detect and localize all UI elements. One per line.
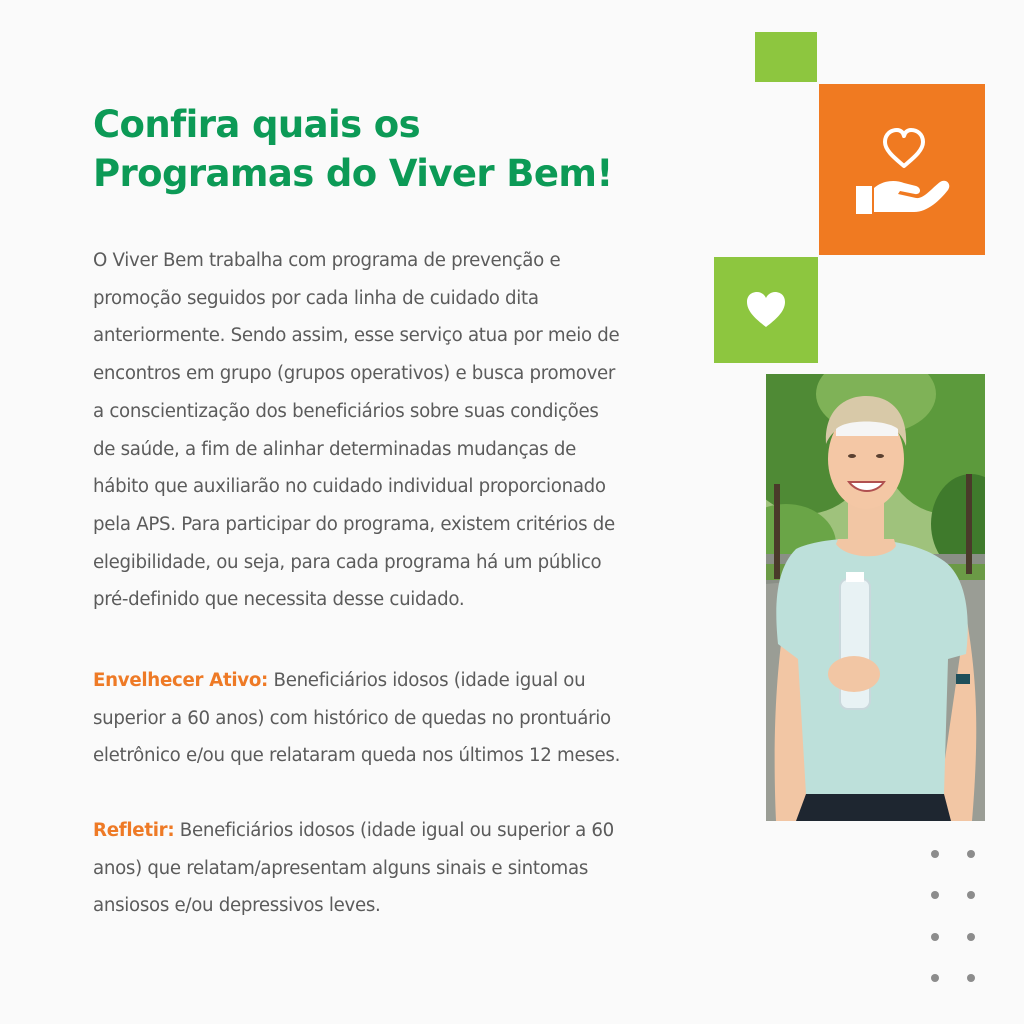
- intro-line: a conscientização dos beneficiários sobre suas condições: [93, 400, 599, 422]
- decor-dot: [931, 933, 939, 941]
- decor-orange-square: [819, 84, 985, 255]
- intro-line: pré-definido que necessita desse cuidado.: [93, 589, 465, 611]
- heart-icon: [745, 290, 787, 330]
- program-description-line: superior a 60 anos) com histórico de quedas no prontuário: [93, 707, 611, 729]
- page-title: [93, 100, 613, 198]
- intro-line: hábito que auxiliarão no cuidado individual proporcionado: [93, 476, 606, 498]
- program-description-line: anos) que relatam/apresentam alguns sinais e sintomas: [93, 857, 588, 879]
- program-envelhecer-ativo: [93, 662, 620, 775]
- decor-dot: [967, 974, 975, 982]
- decor-green-square: [755, 32, 817, 82]
- decor-dot: [967, 850, 975, 858]
- photo-illustration: [766, 374, 985, 821]
- intro-line: pela APS. Para participar do programa, existem critérios de: [93, 513, 615, 535]
- decor-dot: [931, 974, 939, 982]
- program-name: Refletir:: [93, 820, 175, 841]
- intro-line: elegibilidade, ou seja, para cada programa há um público: [93, 551, 602, 573]
- intro-paragraph: [93, 242, 619, 619]
- decor-dot: [931, 850, 939, 858]
- intro-line: O Viver Bem trabalha com programa de prevenção e: [93, 250, 561, 271]
- title-line-2: Programas do Viver Bem!: [93, 152, 613, 195]
- program-name: Envelhecer Ativo:: [93, 670, 269, 691]
- title-line-1: Confira quais os: [93, 103, 421, 146]
- intro-line: de saúde, a fim de alinhar determinadas mudanças de: [93, 438, 576, 460]
- decor-dot: [967, 933, 975, 941]
- decor-green-heart-square: [714, 257, 818, 363]
- intro-line: encontros em grupo (grupos operativos) e busca promover: [93, 363, 616, 385]
- program-description-line: ansiosos e/ou depressivos leves.: [93, 895, 381, 917]
- heart-in-hand-icon: [854, 128, 950, 218]
- decor-dot: [967, 891, 975, 899]
- program-description-line: Beneficiários idosos (idade igual ou superior a 60: [174, 820, 614, 841]
- intro-line: anteriormente. Sendo assim, esse serviço atua por meio de: [93, 325, 620, 347]
- photo-woman-walking: [766, 374, 985, 821]
- intro-line: promoção seguidos por cada linha de cuidado dita: [93, 287, 539, 309]
- program-description-line: Beneficiários idosos (idade igual ou: [268, 670, 586, 691]
- program-refletir: [93, 812, 614, 925]
- program-description-line: eletrônico e/ou que relataram queda nos últimos 12 meses.: [93, 745, 621, 767]
- decor-dot: [931, 891, 939, 899]
